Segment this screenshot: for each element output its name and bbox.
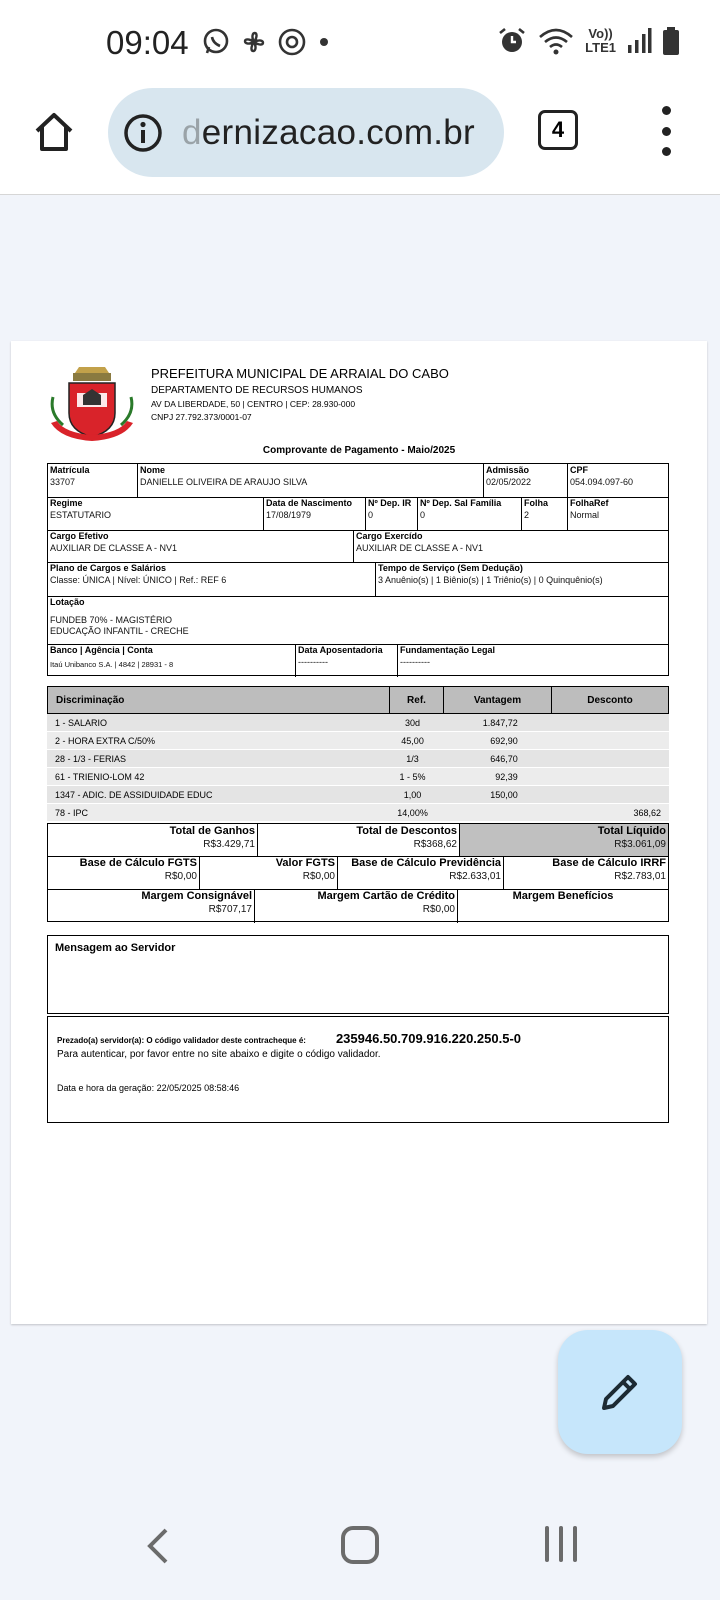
employee-info-grid [47,463,669,676]
totals-grid [47,823,669,922]
recents-button[interactable] [545,1526,577,1562]
cartao-label: Margem Cartão de Crédito [317,890,455,902]
tempo-value: 3 Anuênio(s) | 1 Biênio(s) | 1 Triênio(s) | 0 Quinquênio(s) [378,575,603,585]
menu-dot [662,147,671,156]
regime-cell [48,497,264,530]
earnings-row [47,804,669,822]
pencil-icon [598,1370,642,1414]
validation-intro: Prezado(a) servidor(a): O código validador deste contracheque é: [57,1036,306,1045]
plano-value: Classe: ÚNICA | Nível: ÚNICO | Ref.: REF 6 [50,575,227,585]
header-ref: Ref. [390,687,444,713]
earnings-ref: 1,00 [403,789,422,800]
total-ganhos-label: Total de Ganhos [169,825,255,837]
admissao-cell [484,464,568,497]
header-discriminacao: Discriminação [48,687,390,713]
admissao-label: Admissão [486,465,530,475]
total-descontos-value: R$368,62 [413,839,457,850]
earnings-row [47,786,669,804]
notification-icons [200,26,334,58]
total-liquido-cell [460,824,668,856]
matricula-label: Matrícula [50,465,90,475]
earnings-header-row [47,686,669,714]
battery-icon [662,26,680,56]
fgts-valor-label: Valor FGTS [275,857,335,869]
earnings-ref: 30d [405,717,421,728]
fundamentacao-value: ---------- [400,657,430,667]
earnings-vantagem: 646,70 [490,753,518,764]
margem-label: Margem Consignável [141,890,252,902]
lotacao-label: Lotação [50,597,85,607]
earnings-ref: 45,00 [401,735,424,746]
banco-label: Banco | Agência | Conta [50,645,153,655]
total-descontos-cell [258,824,460,856]
pinwheel-icon [238,26,270,58]
irrf-base-value: R$2.783,01 [614,871,666,882]
fundamentacao-label: Fundamentação Legal [400,645,496,655]
earnings-row [47,750,669,768]
dep-sal-label: Nº Dep. Sal Família [420,498,502,508]
matricula-value: 33707 [50,477,76,487]
status-bar [0,0,720,88]
tempo-cell [376,562,668,596]
network-label: Vo)) LTE1 [585,26,616,55]
fgts-valor-cell [200,856,338,889]
dep-ir-value: 0 [368,510,374,520]
irrf-base-label: Base de Cálculo IRRF [552,857,666,869]
nome-label: Nome [140,465,166,475]
total-ganhos-cell [48,824,258,856]
earnings-vantagem: 150,00 [490,789,518,800]
menu-dot [662,106,671,115]
earnings-desc: 78 - IPC [55,807,89,818]
earnings-desc: 1 - SALARIO [55,717,108,728]
lotacao-line-1: FUNDEB 70% - MAGISTÉRIO [50,615,173,625]
generation-datetime: Data e hora da geração: 22/05/2025 08:58:46 [57,1083,240,1093]
earnings-desc: 1347 - ADIC. DE ASSIDUIDADE EDUC [55,789,213,800]
system-nav-bar [0,1490,720,1600]
system-icons [497,26,680,56]
url-text[interactable]: dernizacao.com.br [182,112,476,152]
aposentadoria-label: Data Aposentadoria [298,645,383,655]
earnings-row [47,714,669,732]
earnings-vantagem: 1.847,72 [482,717,518,728]
total-liquido-label: Total Líquido [597,825,666,837]
folharef-label: FolhaRef [570,498,609,508]
earnings-rows [47,714,669,822]
prev-base-cell [338,856,504,889]
aposentadoria-cell [296,644,398,677]
regime-label: Regime [50,498,83,508]
folha-cell [522,497,568,530]
overflow-menu-button[interactable] [656,106,676,156]
earnings-desc: 28 - 1/3 - FERIAS [55,753,127,764]
plano-label: Plano de Cargos e Salários [50,563,167,573]
fgts-base-value: R$0,00 [164,871,197,882]
fgts-base-label: Base de Cálculo FGTS [79,857,197,869]
prev-base-value: R$2.633,01 [449,871,501,882]
threads-icon [276,26,308,58]
fundamentacao-cell [398,644,668,677]
fgts-base-cell [48,856,200,889]
earnings-row [47,732,669,750]
back-icon[interactable] [144,1526,172,1566]
earnings-ref: 1 - 5% [399,771,426,782]
beneficios-label: Margem Benefícios [512,890,614,902]
banco-value: Itaú Unibanco S.A. | 4842 | 28931 - 8 [50,660,174,669]
dep-sal-cell [418,497,522,530]
menu-dot [662,127,671,136]
city-crest-logo [47,363,137,445]
edit-fab-button[interactable] [558,1330,682,1454]
address: AV DA LIBERDADE, 50 | CENTRO | CEP: 28.930-000 [151,399,356,409]
document-header [151,366,449,422]
folha-label: Folha [524,498,548,508]
dep-sal-value: 0 [420,510,426,520]
cargo-exercido-label: Cargo Exercído [356,531,423,541]
margem-cell [48,889,255,923]
dep-ir-cell [366,497,418,530]
total-ganhos-value: R$3.429,71 [203,839,255,850]
margem-value: R$707,17 [208,904,252,915]
earnings-desc: 61 - TRIENIO-LOM 42 [55,771,145,782]
nome-cell [138,464,484,497]
tempo-label: Tempo de Serviço (Sem Dedução) [378,563,523,573]
earnings-desc: 2 - HORA EXTRA C/50% [55,735,156,746]
lotacao-cell [48,596,668,644]
header-desconto: Desconto [587,694,633,706]
earnings-vantagem: 692,90 [490,735,518,746]
total-liquido-value: R$3.061,09 [614,839,666,850]
wifi-icon [537,26,575,56]
nascimento-value: 17/08/1979 [266,510,312,520]
earnings-ref: 14,00% [397,807,428,818]
cpf-value: 054.094.097-60 [570,477,634,487]
earnings-vantagem: 92,39 [495,771,518,782]
cartao-value: R$0,00 [422,904,455,915]
regime-value: ESTATUTARIO [50,510,112,520]
folharef-value: Normal [570,510,600,520]
cpf-label: CPF [570,465,588,475]
payslip-document [11,341,707,1324]
admissao-value: 02/05/2022 [486,477,532,487]
cnpj: CNPJ 27.792.373/0001-07 [151,412,252,422]
lotacao-line-2: EDUCAÇÃO INFANTIL - CRECHE [50,626,189,636]
whatsapp-icon [200,26,232,58]
clock: 09:04 [106,24,189,61]
matricula-cell [48,464,138,497]
department-name: DEPARTAMENTO DE RECURSOS HUMANOS [151,385,363,396]
institution-name: PREFEITURA MUNICIPAL DE ARRAIAL DO CABO [151,366,449,381]
cargo-efetivo-value: AUXILIAR DE CLASSE A - NV1 [50,543,178,553]
earnings-row [47,768,669,786]
beneficios-cell [458,889,668,923]
plano-cell [48,562,376,596]
nascimento-label: Data de Nascimento [266,498,353,508]
validation-box [47,1016,669,1123]
irrf-base-cell [504,856,668,889]
folharef-cell [568,497,668,530]
aposentadoria-value: ---------- [298,657,328,667]
earnings-desconto: 368,62 [633,807,662,818]
folha-value: 2 [524,510,530,520]
message-box [47,935,669,1014]
browser-toolbar [0,88,720,195]
fgts-valor-value: R$0,00 [302,871,335,882]
validation-line [57,1031,521,1046]
nome-value: DANIELLE OLIVEIRA DE ARAUJO SILVA [140,477,308,487]
signal-icon [626,27,652,55]
dep-ir-label: Nº Dep. IR [368,498,412,508]
cartao-cell [255,889,458,923]
cargo-exercido-value: AUXILIAR DE CLASSE A - NV1 [356,543,484,553]
validation-code[interactable]: 235946.50.709.916.220.250.5-0 [335,1031,522,1046]
prev-base-label: Base de Cálculo Previdência [351,857,501,869]
address-bar[interactable] [108,88,504,177]
cargo-efetivo-cell [48,530,354,562]
earnings-ref: 1/3 [406,753,419,764]
site-info-button[interactable] [122,112,164,154]
banco-cell [48,644,296,677]
info-icon [122,112,164,154]
tab-switcher-button[interactable]: 4 [538,110,578,150]
alarm-icon [497,26,527,56]
total-descontos-label: Total de Descontos [356,825,457,837]
earnings-table [47,686,669,822]
home-button[interactable] [30,108,78,156]
validation-instructions: Para autenticar, por favor entre no site abaixo e digite o código validador. [57,1049,381,1060]
cargo-efetivo-label: Cargo Efetivo [50,531,109,541]
dot-icon [314,32,334,52]
document-title: Comprovante de Pagamento - Maio/2025 [262,445,456,456]
home-nav-button[interactable] [341,1526,379,1564]
home-icon [32,110,76,154]
cpf-cell [568,464,668,497]
nascimento-cell [264,497,366,530]
header-vantagem: Vantagem [444,687,552,713]
cargo-exercido-cell [354,530,668,562]
message-title: Mensagem ao Servidor [55,942,176,954]
